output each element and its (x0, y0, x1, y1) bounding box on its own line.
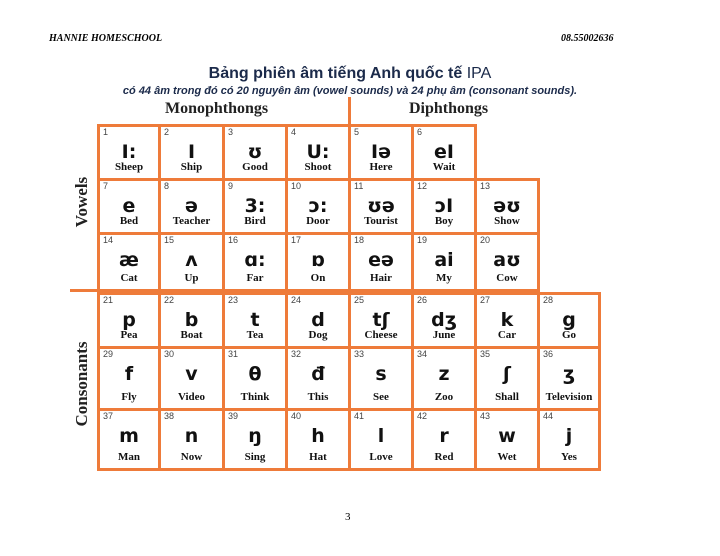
cell-number: 14 (103, 235, 114, 245)
cell-number: 37 (103, 411, 114, 421)
example-word: Cheese (364, 329, 398, 341)
example-word: Cow (496, 272, 518, 284)
ipa-symbol: 3: (244, 195, 266, 217)
example-word: Hair (370, 272, 392, 284)
cell-number: 40 (291, 411, 302, 421)
ipa-symbol: l (377, 425, 385, 447)
example-word: Boat (180, 329, 203, 341)
ipa-symbol: æ (119, 249, 139, 271)
ipa-cell-36 (537, 346, 601, 411)
ipa-cell-1 (97, 124, 161, 181)
example-word: On (310, 272, 326, 284)
example-word: See (373, 391, 389, 403)
example-word: Video (177, 391, 206, 403)
cell-number: 23 (228, 295, 239, 305)
ipa-cell-28 (537, 292, 601, 349)
ipa-symbol: aʊ (493, 249, 521, 271)
example-word: Good (242, 161, 268, 173)
cell-number: 3 (228, 127, 234, 137)
ipa-cell-29 (97, 346, 161, 411)
ipa-symbol: d (311, 309, 325, 331)
cell-number: 12 (417, 181, 428, 191)
ipa-cell-42 (411, 408, 477, 471)
example-word: Tourist (364, 215, 398, 227)
ipa-cell-32 (285, 346, 351, 411)
ipa-cell-22 (158, 292, 225, 349)
ipa-symbol: ʒ (562, 363, 576, 385)
ipa-cell-15 (158, 232, 225, 292)
ipa-symbol: r (439, 425, 449, 447)
ipa-cell-41 (348, 408, 414, 471)
ipa-cell-12 (411, 178, 477, 235)
cell-number: 11 (354, 181, 364, 191)
example-word: Door (306, 215, 330, 227)
ipa-cell-2 (158, 124, 225, 181)
ipa-symbol: m (119, 425, 139, 447)
ipa-symbol: θ (248, 363, 262, 385)
cell-number: 10 (291, 181, 302, 191)
ipa-cell-3 (222, 124, 288, 181)
ipa-symbol: s (375, 363, 387, 385)
example-word: Think (240, 391, 270, 403)
example-word: This (307, 391, 329, 403)
cell-number: 20 (480, 235, 491, 245)
ipa-symbol: ʃ (503, 363, 511, 385)
example-word: Love (369, 451, 393, 463)
ipa-symbol: f (124, 363, 134, 385)
cell-number: 6 (417, 127, 423, 137)
example-word: Pea (120, 329, 138, 341)
cell-number: 17 (291, 235, 302, 245)
example-word: Tea (246, 329, 264, 341)
cell-number: 8 (164, 181, 170, 191)
cell-number: 18 (354, 235, 365, 245)
ipa-cell-44 (537, 408, 601, 471)
ipa-symbol: tʃ (372, 309, 390, 331)
example-word: Shall (495, 391, 519, 403)
cell-number: 33 (354, 349, 365, 359)
example-word: Yes (561, 451, 577, 463)
cell-number: 7 (103, 181, 109, 191)
ipa-symbol: eI (434, 141, 454, 163)
ipa-symbol: eə (368, 249, 394, 271)
example-word: Zoo (434, 391, 454, 403)
example-word: Bird (244, 215, 266, 227)
example-word: Red (434, 451, 454, 463)
ipa-cell-27 (474, 292, 540, 349)
ipa-symbol: g (562, 309, 576, 331)
ipa-cell-26 (411, 292, 477, 349)
page-number: 3 (345, 511, 351, 523)
cell-number: 27 (480, 295, 491, 305)
ipa-cell-35 (474, 346, 540, 411)
header-right-phone: 08.55002636 (561, 33, 614, 44)
ipa-symbol: ai (434, 249, 454, 271)
page-subtitle: có 44 âm trong đó có 20 nguyên âm (vowel sounds) và 24 phụ âm (consonant sounds). (122, 85, 578, 97)
ipa-symbol: t (250, 309, 260, 331)
example-word: Show (494, 215, 520, 227)
cell-number: 16 (228, 235, 239, 245)
ipa-cell-21 (97, 292, 161, 349)
ipa-symbol: z (438, 363, 450, 385)
cell-number: 43 (480, 411, 491, 421)
ipa-cell-10 (285, 178, 351, 235)
ipa-symbol: I (187, 141, 196, 163)
example-word: Go (561, 329, 577, 341)
cell-number: 36 (543, 349, 554, 359)
cell-number: 13 (480, 181, 491, 191)
ipa-symbol: U: (306, 141, 330, 163)
example-word: Teacher (172, 215, 211, 227)
ipa-cell-19 (411, 232, 477, 292)
ipa-symbol: ɔI (434, 195, 454, 217)
cell-number: 26 (417, 295, 428, 305)
ipa-symbol: đ (311, 363, 325, 385)
example-word: Hat (309, 451, 327, 463)
cell-number: 29 (103, 349, 114, 359)
example-word: Boy (434, 215, 454, 227)
ipa-symbol: k (500, 309, 514, 331)
cell-number: 1 (103, 127, 109, 137)
ipa-cell-20 (474, 232, 540, 292)
cell-number: 21 (103, 295, 114, 305)
ipa-symbol: ʌ (185, 249, 198, 271)
ipa-cell-18 (348, 232, 414, 292)
example-word: Dog (308, 329, 328, 341)
monophthongs-heading: Monophthongs (165, 100, 269, 117)
cell-number: 38 (164, 411, 175, 421)
ipa-symbol: b (184, 309, 199, 331)
example-word: Television (545, 391, 593, 403)
example-word: Wet (497, 451, 517, 463)
ipa-cell-37 (97, 408, 161, 471)
ipa-symbol: ɒ (311, 249, 325, 271)
ipa-cell-8 (158, 178, 225, 235)
example-word: My (436, 272, 452, 284)
ipa-cell-14 (97, 232, 161, 292)
ipa-cell-4 (285, 124, 351, 181)
cell-number: 25 (354, 295, 365, 305)
example-word: Now (180, 451, 203, 463)
diphthongs-heading: Diphthongs (409, 100, 489, 117)
ipa-symbol: I: (121, 141, 137, 163)
example-word: Up (184, 272, 199, 284)
ipa-cell-23 (222, 292, 288, 349)
example-word: Shoot (304, 161, 332, 173)
ipa-cell-40 (285, 408, 351, 471)
ipa-symbol: w (498, 425, 516, 447)
cell-number: 44 (543, 411, 554, 421)
cell-number: 5 (354, 127, 360, 137)
vowel-consonant-divider (70, 289, 100, 292)
cell-number: 35 (480, 349, 491, 359)
example-word: Sing (244, 451, 266, 463)
ipa-cell-16 (222, 232, 288, 292)
example-word: Man (118, 451, 140, 463)
cell-number: 34 (417, 349, 428, 359)
ipa-symbol: e (122, 195, 136, 217)
ipa-symbol: v (185, 363, 198, 385)
ipa-symbol: Iə (371, 141, 391, 163)
ipa-symbol: ə (185, 195, 198, 217)
cell-number: 32 (291, 349, 302, 359)
page-title (0, 65, 700, 83)
cell-number: 22 (164, 295, 175, 305)
ipa-cell-6 (411, 124, 477, 181)
ipa-symbol: j (565, 425, 573, 447)
ipa-cell-43 (474, 408, 540, 471)
ipa-symbol: ɔ: (308, 195, 328, 217)
ipa-cell-9 (222, 178, 288, 235)
ipa-cell-24 (285, 292, 351, 349)
cell-number: 19 (417, 235, 428, 245)
cell-number: 15 (164, 235, 175, 245)
ipa-cell-13 (474, 178, 540, 235)
vowels-side-label: Vowels (72, 176, 91, 228)
example-word: Fly (121, 391, 137, 403)
cell-number: 42 (417, 411, 428, 421)
cell-number: 2 (164, 127, 170, 137)
ipa-cell-31 (222, 346, 288, 411)
ipa-symbol: əʊ (493, 195, 521, 217)
cell-number: 41 (354, 411, 365, 421)
cell-number: 28 (543, 295, 554, 305)
example-word: Far (246, 272, 264, 284)
example-word: Cat (120, 272, 138, 284)
ipa-symbol: ʊ (247, 141, 263, 163)
cell-number: 30 (164, 349, 175, 359)
cell-number: 31 (228, 349, 239, 359)
ipa-cell-30 (158, 346, 225, 411)
header-left-school-name: HANNIE HOMESCHOOL (49, 33, 163, 44)
ipa-cell-34 (411, 346, 477, 411)
ipa-cell-38 (158, 408, 225, 471)
ipa-cell-5 (348, 124, 414, 181)
cell-number: 24 (291, 295, 302, 305)
ipa-symbol: ʊə (367, 195, 395, 217)
ipa-cell-33 (348, 346, 414, 411)
example-word: Bed (119, 215, 139, 227)
monophthong-diphthong-divider (348, 97, 351, 124)
cell-number: 39 (228, 411, 239, 421)
consonants-side-label: Consonants (72, 341, 91, 427)
ipa-cell-11 (348, 178, 414, 235)
example-word: Car (497, 329, 517, 341)
title-main: Bảng phiên âm tiếng Anh quốc tế (208, 65, 463, 82)
ipa-symbol: h (311, 425, 325, 447)
example-word: June (432, 329, 456, 341)
ipa-symbol: ɑ: (244, 249, 266, 271)
cell-number: 9 (228, 181, 234, 191)
ipa-symbol: n (184, 425, 199, 447)
ipa-cell-17 (285, 232, 351, 292)
example-word: Ship (180, 161, 203, 173)
ipa-cell-7 (97, 178, 161, 235)
ipa-symbol: ŋ (248, 425, 262, 447)
title-ipa: IPA (466, 65, 492, 82)
ipa-cell-25 (348, 292, 414, 349)
cell-number: 4 (291, 127, 297, 137)
ipa-symbol: dʒ (431, 309, 457, 331)
ipa-symbol: p (122, 309, 136, 331)
example-word: Wait (432, 161, 456, 173)
example-word: Sheep (114, 161, 144, 173)
ipa-cell-39 (222, 408, 288, 471)
example-word: Here (369, 161, 393, 173)
